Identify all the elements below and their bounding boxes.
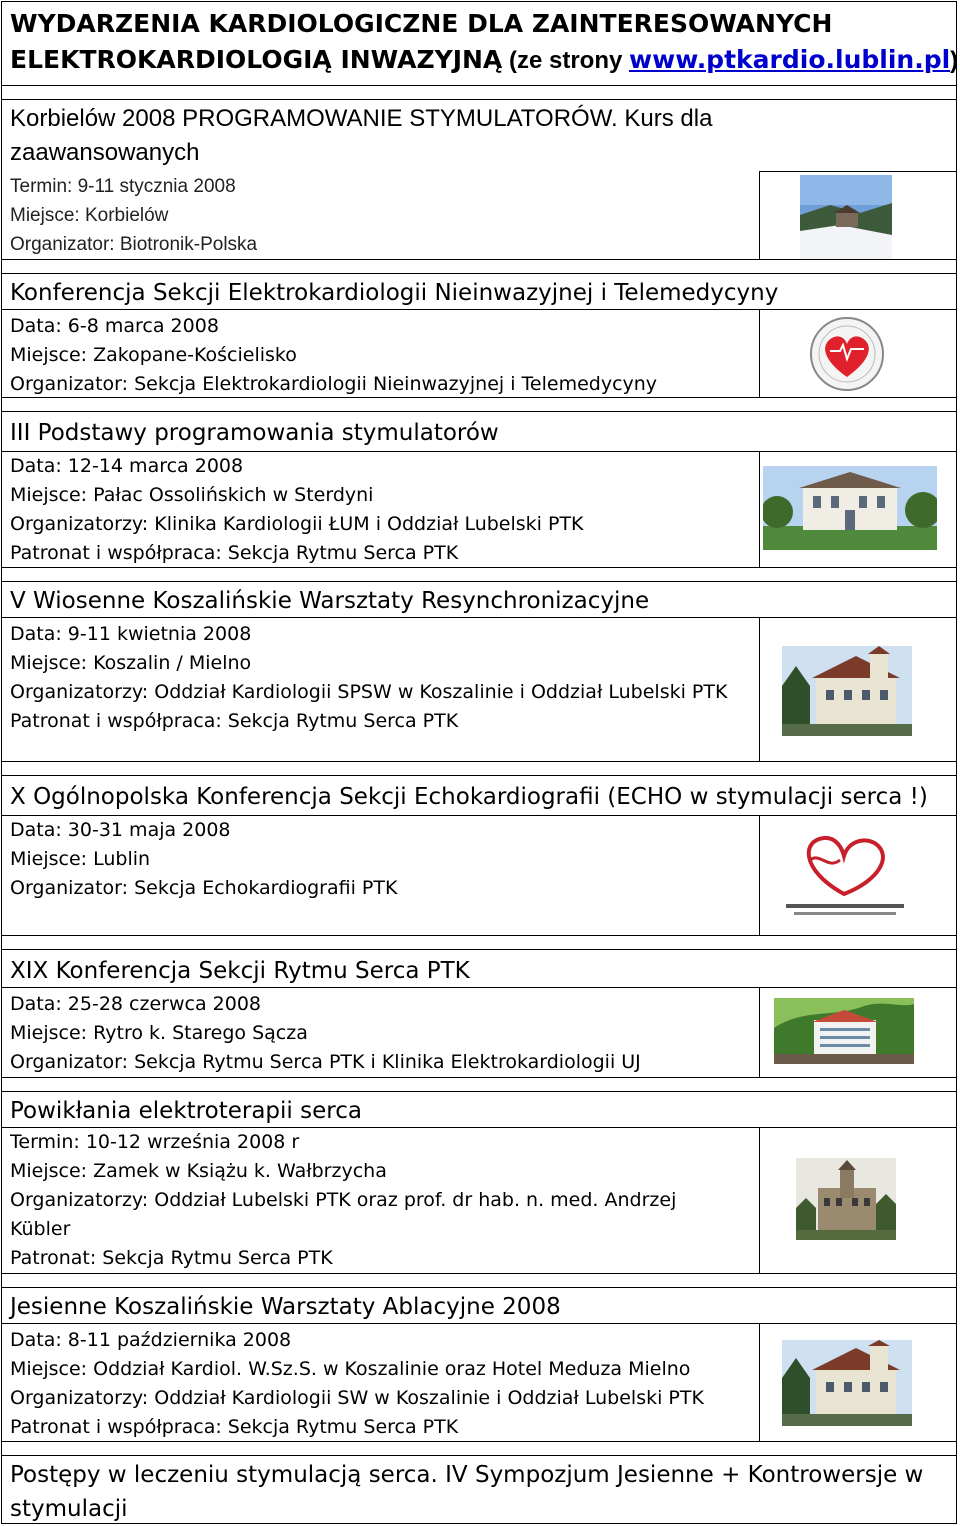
header-line-2 — [10, 42, 959, 79]
event-ksiaz — [2, 1128, 956, 1274]
event-line: Data: 30-31 maja 2008 — [10, 819, 231, 841]
separator — [2, 1442, 956, 1456]
event-line: Patronat i współpraca: Sekcja Rytmu Serca PTK — [10, 1416, 459, 1438]
image-cell — [759, 618, 956, 761]
event-line: Data: 6-8 marca 2008 — [10, 315, 219, 337]
image-cell — [759, 452, 956, 567]
event-koszalin-autumn — [2, 1324, 956, 1442]
separator — [2, 568, 956, 582]
event-koszalin-spring — [2, 618, 956, 762]
palace-photo — [763, 466, 937, 550]
separator — [2, 398, 956, 412]
event-rytro — [2, 988, 956, 1078]
separator — [2, 86, 956, 100]
event-title: Postępy w leczeniu stymulacją serca. IV Sympozjum Jesienne + Kontrowersje w stymulacji — [10, 1462, 924, 1522]
header-line-2-text: ELEKTROKARDIOLOGIĄ INWAZYJNĄ — [10, 45, 503, 74]
castle-photo — [796, 1158, 896, 1240]
events-table — [1, 1, 957, 1524]
event-line: Miejsce: Koszalin / Mielno — [10, 652, 252, 674]
event-lublin — [2, 816, 956, 936]
event-line: Data: 9-11 kwietnia 2008 — [10, 623, 252, 645]
separator — [2, 762, 956, 776]
image-cell — [759, 310, 956, 397]
hotel-photo — [774, 998, 914, 1064]
event-line: Patronat i współpraca: Sekcja Rytmu Serca PTK — [10, 710, 459, 732]
event-title: Powikłania elektroterapii serca — [2, 1092, 956, 1128]
event-title: Konferencja Sekcji Elektrokardiologii Nieinwazyjnej i Telemedycyny — [2, 274, 956, 310]
separator — [2, 260, 956, 274]
event-line: Miejsce: Lublin — [10, 848, 151, 870]
ski-resort-photo — [800, 175, 892, 259]
building-photo — [782, 646, 912, 736]
event-line: Organizator: Biotronik-Polska — [10, 234, 258, 255]
page-header — [2, 2, 959, 86]
event-line: Miejsce: Pałac Ossolińskich w Sterdyni — [10, 484, 374, 506]
event-line: Organizatorzy: Oddział Lubelski PTK oraz prof. dr hab. n. med. Andrzej Kübler — [10, 1189, 677, 1240]
event-line: Miejsce: Oddział Kardiol. W.Sz.S. w Koszalinie oraz Hotel Meduza Mielno — [10, 1358, 691, 1380]
event-line: Organizatorzy: Oddział Kardiologii SW w Koszalinie i Oddział Lubelski PTK — [10, 1387, 704, 1409]
event-line: Data: 12-14 marca 2008 — [10, 455, 244, 477]
header-line-1: WYDARZENIA KARDIOLOGICZNE DLA ZAINTERESOWANYCH — [10, 9, 833, 38]
event-line: Data: 25-28 czerwca 2008 — [10, 993, 261, 1015]
event-line: Patronat i współpraca: Sekcja Rytmu Serca PTK — [10, 542, 459, 564]
event-line: Organizatorzy: Oddział Kardiologii SPSW w Koszalinie i Oddział Lubelski PTK — [10, 681, 728, 703]
source-suffix: ) — [950, 47, 959, 74]
event-line: Miejsce: Zakopane-Kościelisko — [10, 344, 297, 366]
image-cell — [759, 816, 956, 935]
event-line: Miejsce: Korbielów — [10, 205, 169, 226]
event-title: Jesienne Koszalińskie Warsztaty Ablacyjne 2008 — [2, 1288, 956, 1324]
building-photo — [782, 1340, 912, 1426]
event-korbielow — [2, 100, 956, 260]
separator — [2, 1078, 956, 1092]
event-line: Miejsce: Zamek w Książu k. Wałbrzycha — [10, 1160, 387, 1182]
image-cell — [759, 1324, 956, 1441]
source-prefix: (ze strony — [502, 47, 629, 74]
event-title: Korbielów 2008 PROGRAMOWANIE STYMULATORÓW. Kurs dla zaawansowanych — [10, 105, 713, 166]
separator — [2, 936, 956, 950]
echocardiography-logo — [780, 830, 910, 922]
event-title: III Podstawy programowania stymulatorów — [2, 412, 956, 452]
event-title: XIX Konferencja Sekcji Rytmu Serca PTK — [2, 950, 956, 988]
source-link[interactable]: www.ptkardio.lublin.pl — [629, 45, 951, 74]
event-line: Organizator: Sekcja Rytmu Serca PTK i Klinika Elektrokardiologii UJ — [10, 1051, 641, 1073]
separator — [2, 1274, 956, 1288]
event-line: Organizator: Sekcja Echokardiografii PTK — [10, 877, 398, 899]
event-title: X Ogólnopolska Konferencja Sekcji Echokardiografii (ECHO w stymulacji serca !) — [2, 776, 956, 816]
image-cell — [759, 1128, 956, 1273]
event-line: Organizatorzy: Klinika Kardiologii ŁUM i Oddział Lubelski PTK — [10, 513, 584, 535]
event-line: Miejsce: Rytro k. Starego Sącza — [10, 1022, 308, 1044]
event-line: Data: 8-11 października 2008 — [10, 1329, 292, 1351]
event-zakopane — [2, 310, 956, 398]
event-line: Organizator: Sekcja Elektrokardiologii Nieinwazyjnej i Telemedycyny — [10, 373, 658, 395]
event-sterdyn — [2, 452, 956, 568]
event-title: V Wiosenne Koszalińskie Warsztaty Resynchronizacyjne — [2, 582, 956, 618]
heart-logo — [808, 315, 886, 393]
image-cell — [759, 171, 956, 259]
event-line: Termin: 10-12 września 2008 r — [10, 1131, 300, 1153]
event-line: Patronat: Sekcja Rytmu Serca PTK — [10, 1247, 333, 1269]
image-cell — [759, 988, 956, 1077]
event-line: Termin: 9-11 stycznia 2008 — [10, 176, 236, 197]
